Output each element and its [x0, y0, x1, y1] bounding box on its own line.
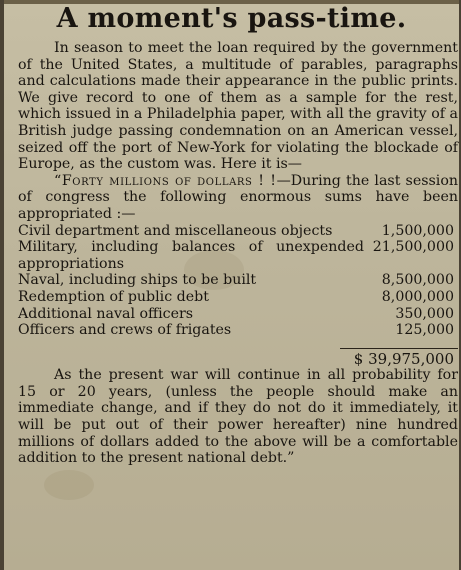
- quote-paragraph: [18, 173, 458, 223]
- appropriation-amount: 8,000,000: [381, 288, 454, 305]
- appropriation-row: [18, 272, 458, 289]
- total-amount: $ 39,975,000: [353, 349, 454, 368]
- article-body: [18, 40, 458, 467]
- appropriation-row: [18, 239, 458, 272]
- appropriations-table: [18, 223, 458, 339]
- appropriation-row: [18, 322, 458, 339]
- appropriation-row: [18, 223, 458, 240]
- appropriation-label: Additional naval officers: [18, 305, 194, 322]
- appropriation-amount: 350,000: [395, 305, 454, 322]
- appropriation-label: Officers and crews of frigates: [18, 322, 232, 339]
- appropriation-label: Military, including balances of unexpended appropriations: [18, 239, 364, 272]
- appropriation-amount: 1,500,000: [381, 222, 454, 239]
- intro-paragraph: In season to meet the loan required by the government of the United States, a multitude of parables, paragraphs and calculations made their appearance in the public prints. We give record to one of them as a sample for the rest, which issued in a Philadelphia paper, with all the gravity of a British judge passing condemnation on an American vessel, seized off the port of New-York for violating the blockade of Europe, as the custom was. Here it is—: [18, 40, 458, 173]
- appropriation-row: [18, 289, 458, 306]
- appropriation-amount: 21,500,000: [372, 239, 454, 256]
- article-title: A moment's pass-time.: [56, 3, 407, 34]
- total-rule: [340, 348, 458, 349]
- appropriation-label: Naval, including ships to be built: [18, 272, 257, 289]
- paper-stain: [44, 470, 94, 500]
- quote-lead: “Forty millions of dollars ! !: [54, 172, 277, 189]
- closing-paragraph: As the present war will continue in all probability for 15 or 20 years, (unless the people should make an immediate change, and if they do not do it immediately, it will be put out of their power hereafter) nine hundred millions of dollars added to the above will be a comfortable addition to the present national debt.”: [18, 367, 458, 467]
- quote-body: —During the last session of congress the following enormous sums have been appropriated :—: [18, 172, 459, 222]
- appropriation-label: Redemption of public debt: [18, 288, 209, 305]
- appropriation-amount: 125,000: [395, 322, 454, 339]
- newspaper-clipping: [4, 0, 459, 570]
- appropriation-row: [18, 306, 458, 323]
- appropriation-label: Civil department and miscellaneous objects: [18, 222, 333, 239]
- appropriation-amount: 8,500,000: [381, 272, 454, 289]
